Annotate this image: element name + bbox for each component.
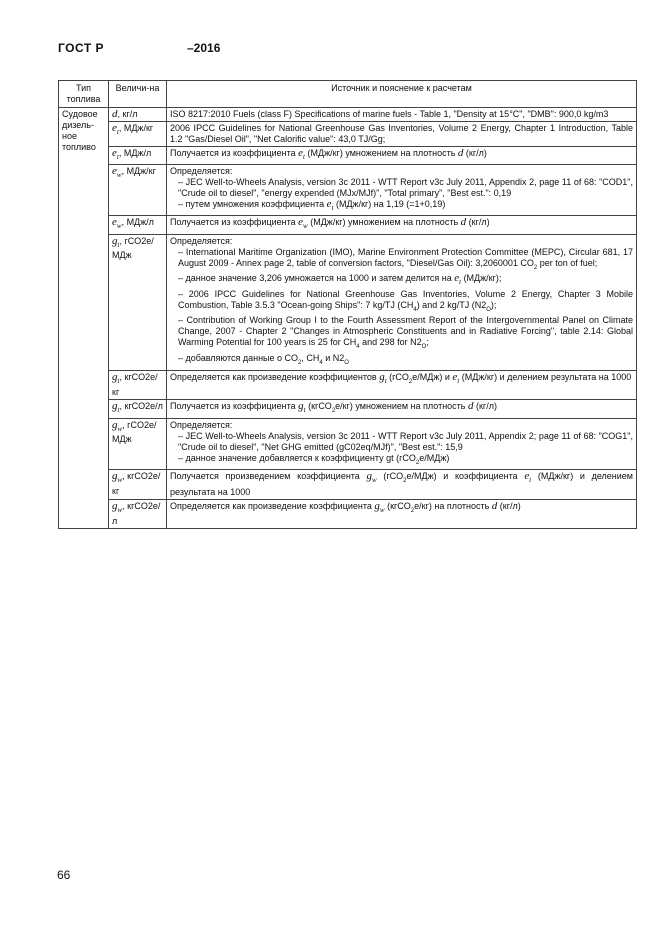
source-cell	[167, 216, 637, 234]
column-header-fuel-type: Тип топлива	[59, 81, 109, 108]
quantity-cell	[109, 500, 167, 529]
table-row	[59, 418, 637, 470]
table-row	[59, 122, 637, 147]
fuel-coefficients-table	[58, 80, 637, 529]
quantity-subscript: t	[116, 127, 119, 136]
quantity-symbol: g	[112, 500, 118, 513]
quantity-unit: , гCO2e/МДж	[112, 419, 157, 445]
quantity-subscript: w	[117, 424, 123, 433]
source-cell	[167, 399, 637, 418]
quantity-symbol: g	[112, 370, 118, 383]
source-cell	[167, 500, 637, 529]
standard-label: ГОСТ Р	[58, 41, 105, 55]
page-number: 66	[57, 868, 71, 882]
source-line: – данное значение 3,206 умножается на 1000 и затем делится на $e_t$ (МДж/кг);	[178, 272, 502, 287]
quantity-unit: , МДж/кг	[121, 166, 156, 177]
source-line: Определяется как произведение коэффициентов $g_t$ (гCO$_2$e/МДж) и $e_t$ (МДж/кг) и делением результата на 1000	[170, 370, 632, 386]
quantity-cell	[109, 470, 167, 500]
source-line: – JEC Well-to-Wheels Analysis, version 3c 2011 - WTT Report v3c July 2011, Appendix 2; page 11 of 68: "COG1", "Crude oil to diesel", "Net GHG emitted (gC02eq/MJf)", "Best est.": 15,9	[178, 430, 633, 452]
source-cell	[167, 370, 637, 399]
column-header-source: Источник и пояснение к расчетам	[167, 81, 637, 108]
source-line: – International Maritime Organization (IMO), Marine Environment Protection Committee (MEPC), Circular 681, 17 August 2009 - Annex page 2, table of conversion factors, "Diesel/Gas Oil): 3,2060001 $CO_2$ per ton of fuel;	[178, 246, 633, 271]
quantity-cell	[109, 418, 167, 470]
table-row	[59, 108, 637, 122]
table-row	[59, 500, 637, 529]
source-cell	[167, 234, 637, 370]
quantity-unit: , МДж/л	[118, 148, 152, 158]
source-line: Получается из коэффициента $e_w$ (МДж/кг) умножением на плотность d (кг/л)	[170, 216, 490, 231]
quantity-unit: , кгCO2e/л	[112, 501, 161, 526]
quantity-unit: , гCO2e/МДж	[112, 235, 154, 261]
table-row	[59, 234, 637, 370]
source-line: Определяется как произведение коэффициента $g_w$ (кгCO$_2$e/кг) на плотность d (кг/л)	[170, 500, 521, 515]
quantity-unit: , кгCO2e/кг	[112, 371, 158, 397]
source-cell	[167, 470, 637, 500]
source-line: 2006 IPCC Guidelines for National Greenhouse Gas Inventories, Volume 2 Energy, Chapter 1 Introduction, Table 1.2 "Gas/Diesel Oil", "Net Calorific value": 43,0 TJ/Gg;	[170, 123, 633, 144]
source-line: Получается из коэффициента $g_t$ (кгCO$_2$e/кг) умножением на плотность d (кг/л)	[170, 399, 497, 414]
quantity-cell	[109, 147, 167, 165]
source-cell	[167, 418, 637, 470]
quantity-symbol: g	[112, 418, 118, 431]
quantity-unit: , МДж/л	[121, 217, 154, 228]
quantity-symbol: e	[112, 122, 117, 134]
source-line: Определяется:	[170, 166, 233, 177]
source-line: Определяется:	[170, 419, 233, 430]
table-header-row	[59, 81, 637, 108]
quantity-cell	[109, 399, 167, 418]
quantity-unit: , кгCO2e/л	[119, 400, 163, 411]
table-row	[59, 165, 637, 216]
quantity-symbol: g	[112, 399, 118, 412]
quantity-unit: , кг/л	[117, 109, 138, 119]
quantity-subscript: w	[116, 170, 122, 179]
source-line: – JEC Well-to-Wheels Analysis, version 3c 2011 - WTT Report v3c July 2011, Appendix 2, page 11 of 68: "COD1", "Crude oil to diesel", "energy expended (MJx/MJf)", "Total primary", "Best est.": 0,19	[178, 177, 633, 199]
quantity-symbol: e	[112, 165, 117, 178]
source-line: – 2006 IPCC Guidelines for National Greenhouse Gas Inventories, Volume 2 Energy, Chapter 3 Mobile Combustion, Table 3.5.3 "Ocean-going Ships": 7 kg/TJ $(CH_4)$ and 2 kg/TJ $(N2_O)$;	[178, 288, 633, 313]
quantity-cell	[109, 122, 167, 147]
quantity-cell	[109, 234, 167, 370]
source-cell	[167, 122, 637, 147]
source-line: – данное значение добавляется к коэффициенту gt (гCO$_2$e/МДж)	[178, 452, 450, 466]
source-line: Получается из коэффициента $e_t$ (МДж/кг) умножением на плотность d (кг/л)	[170, 147, 487, 162]
quantity-cell	[109, 216, 167, 234]
table-row	[59, 147, 637, 165]
quantity-subscript: t	[116, 152, 119, 161]
quantity-cell	[109, 165, 167, 216]
quantity-subscript: w	[117, 505, 123, 514]
table-row	[59, 216, 637, 234]
table-row	[59, 370, 637, 399]
quantity-symbol: e	[112, 216, 117, 229]
quantity-subscript: t	[117, 240, 120, 249]
quantity-symbol: g	[112, 234, 118, 247]
quantity-subscript: w	[117, 476, 123, 485]
table-row	[59, 399, 637, 418]
quantity-symbol: e	[112, 147, 117, 159]
source-cell	[167, 147, 637, 165]
source-cell	[167, 108, 637, 122]
quantity-cell	[109, 370, 167, 399]
source-cell	[167, 165, 637, 216]
quantity-unit: , кгCO2e/кг	[112, 471, 161, 497]
quantity-unit: , МДж/кг	[118, 123, 154, 133]
quantity-symbol: g	[112, 470, 118, 483]
table-row	[59, 470, 637, 500]
source-line: – добавляются данные о $CO_2$, $CH_4$ и $N2_O$	[178, 353, 349, 366]
standard-year: –2016	[187, 41, 221, 55]
quantity-subscript: t	[117, 376, 120, 385]
fuel-type-cell: Судовое дизель-ное топливо	[59, 108, 109, 529]
quantity-cell	[109, 108, 167, 122]
source-line: ISO 8217:2010 Fuels (class F) Specifications of marine fuels - Table 1, "Density at 15°C", "DMB": 900,0 kg/m3	[170, 109, 609, 119]
source-line: – Contribution of Working Group I to the Fourth Assessment Report of the Intergovernmental Panel on Climate Change, 2007 - Chapter 2 "Changes in Atmospheric Constituents and in Radiative Forcing", table 2.14: Global Warming Potential for 100 years is 25 for $CH_4$ and 298 for $N2_O$;	[178, 315, 633, 351]
source-line: Определяется:	[170, 235, 233, 246]
column-header-quantity: Величи-на	[109, 81, 167, 108]
quantity-subscript: w	[116, 222, 122, 231]
source-line: Получается произведением коэффициента $g_w$ (гCO$_2$e/МДж) и коэффициента $e_t$ (МДж/кг) и делением результата на 1000	[170, 470, 633, 498]
quantity-symbol: d	[112, 108, 118, 120]
source-line: – путем умножения коэффициента $e_t$ (МДж/кг) на 1,19 (=1+0,19)	[178, 198, 446, 213]
quantity-subscript: t	[117, 405, 120, 414]
